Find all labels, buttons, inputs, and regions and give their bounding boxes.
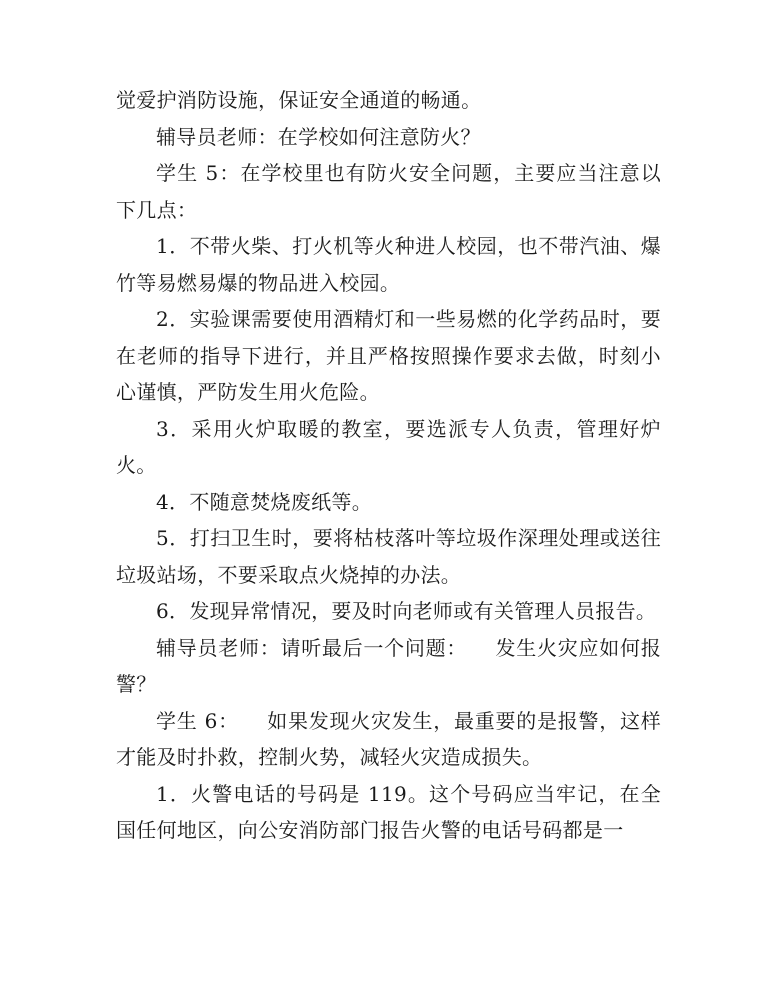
paragraph-student5-intro: 学生 5：在学校里也有防火安全问题，主要应当注意以下几点： (116, 161, 661, 222)
paragraph-counselor-question-school: 辅导员老师：在学校如何注意防火？ (156, 124, 481, 149)
paragraph-list-item-2: 2．实验课需要使用酒精灯和一些易燃的化学药品时，要在老师的指导下进行，并且严格按照操作要求去做，时刻小心谨慎，严防发生用火危险。 (116, 307, 661, 404)
paragraph-list-item-1: 1．不带火柴、打火机等火种进人校园，也不带汽油、爆竹等易燃易爆的物品进入校园。 (116, 234, 661, 295)
paragraph-list-item-5: 5．打扫卫生时，要将枯枝落叶等垃圾作深理处理或送往垃圾站场，不要采取点火烧掉的办法。 (116, 526, 661, 587)
paragraph-alarm-item-1: 1．火警电话的号码是 119。这个号码应当牢记，在全国任何地区，向公安消防部门报告火警的电话号码都是一 (116, 781, 661, 842)
paragraph-list-item-3: 3．采用火炉取暖的教室，要选派专人负责，管理好炉火。 (116, 416, 661, 477)
document-body (116, 82, 661, 849)
paragraph-continuation: 觉爱护消防设施，保证安全通道的畅通。 (116, 88, 482, 112)
paragraph-student6-intro: 学生 6： 如果发现火灾发生，最重要的是报警，这样才能及时扑救，控制火势，减轻火灾造成损失。 (116, 708, 661, 769)
paragraph-counselor-question-alarm: 辅导员老师：请听最后一个问题： 发生火灾应如何报警？ (116, 635, 661, 696)
paragraph-list-item-6: 6．发现异常情况，要及时向老师或有关管理人员报告。 (156, 599, 657, 623)
paragraph-list-item-4: 4．不随意焚烧废纸等。 (156, 489, 373, 514)
